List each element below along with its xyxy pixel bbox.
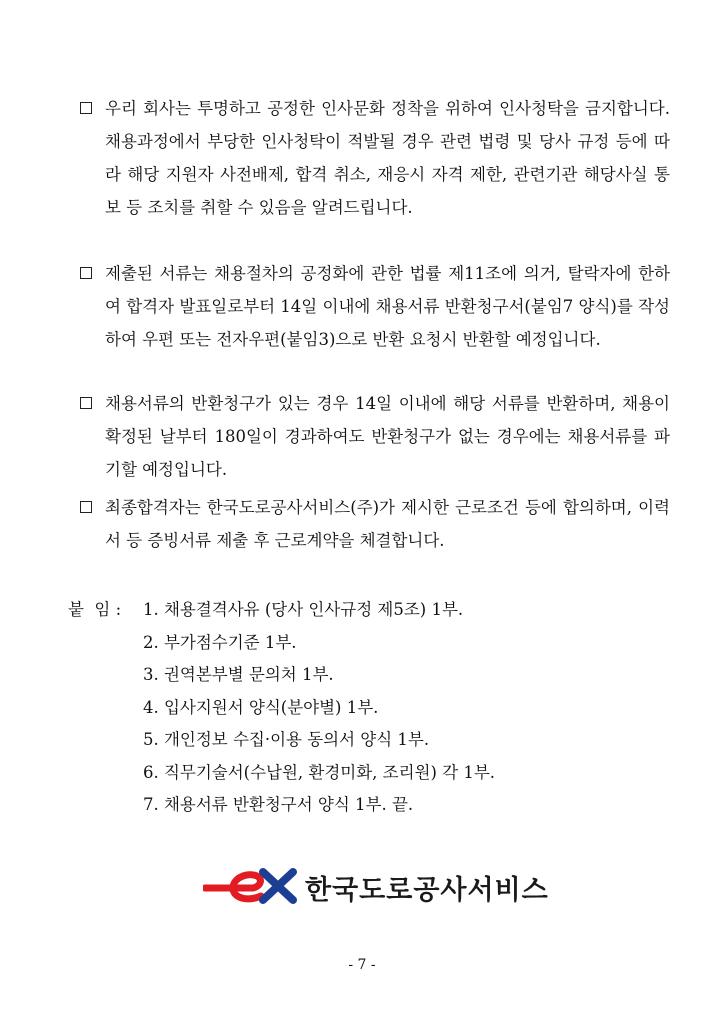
- attachments-label: 붙 임 :: [68, 600, 122, 619]
- page-number: - 7 -: [348, 957, 376, 973]
- checkbox-square-icon: [80, 397, 92, 409]
- attachment-item: 3. 권역본부별 문의처 1부.: [143, 665, 334, 684]
- notice-item: [80, 491, 670, 557]
- attachment-item: 1. 채용결격사유 (당사 인사규정 제5조) 1부.: [143, 600, 464, 619]
- attachment-item: 4. 입사지원서 양식(분야별) 1부.: [143, 697, 379, 717]
- notice-text: 우리 회사는 투명하고 공정한 인사문화 정착을 위하여 인사청탁을 금지합니다. 채용과정에서 부당한 인사청탁이 적발될 경우 관련 법령 및 당사 규정 등에 따라 해당 지원자 사전배제, 합격 취소, 재응시 자격 제한, 관련기관 해당사실 통보 등 조치를 취할 수 있음을 알려드립니다.: [105, 99, 670, 217]
- attachment-item: 6. 직무기술서(수납원, 환경미화, 조리원) 각 1부.: [143, 762, 496, 782]
- company-name: 한국도로공사서비스: [305, 875, 549, 906]
- ex-logo-icon: [203, 866, 299, 906]
- checkbox-square-icon: [80, 102, 92, 114]
- attachment-item: 7. 채용서류 반환청구서 양식 1부. 끝.: [143, 795, 414, 814]
- checkbox-square-icon: [80, 501, 92, 513]
- attachment-item: 2. 부가점수기준 1부.: [143, 632, 297, 652]
- company-logo: [203, 864, 549, 908]
- attachments-list: [143, 594, 663, 822]
- attachment-item: 5. 개인정보 수집·이용 동의서 양식 1부.: [143, 730, 430, 749]
- notice-item: [80, 92, 670, 224]
- checkbox-square-icon: [80, 267, 92, 279]
- notice-item: [80, 387, 670, 486]
- notice-text: 제출된 서류는 채용절차의 공정화에 관한 법률 제11조에 의거, 탈락자에 한하여 합격자 발표일로부터 14일 이내에 채용서류 반환청구서(붙임7 양식)를 작성하여 우편 또는 전자우편(붙임3)으로 반환 요청시 반환할 예정입니다.: [105, 264, 670, 349]
- notice-text: 최종합격자는 한국도로공사서비스(주)가 제시한 근로조건 등에 합의하며, 이력서 등 증빙서류 제출 후 근로계약을 체결합니다.: [105, 498, 670, 550]
- notice-item: [80, 257, 670, 356]
- notice-text: 채용서류의 반환청구가 있는 경우 14일 이내에 해당 서류를 반환하며, 채용이 확정된 날부터 180일이 경과하여도 반환청구가 없는 경우에는 채용서류를 파기할 예정입니다.: [105, 394, 670, 479]
